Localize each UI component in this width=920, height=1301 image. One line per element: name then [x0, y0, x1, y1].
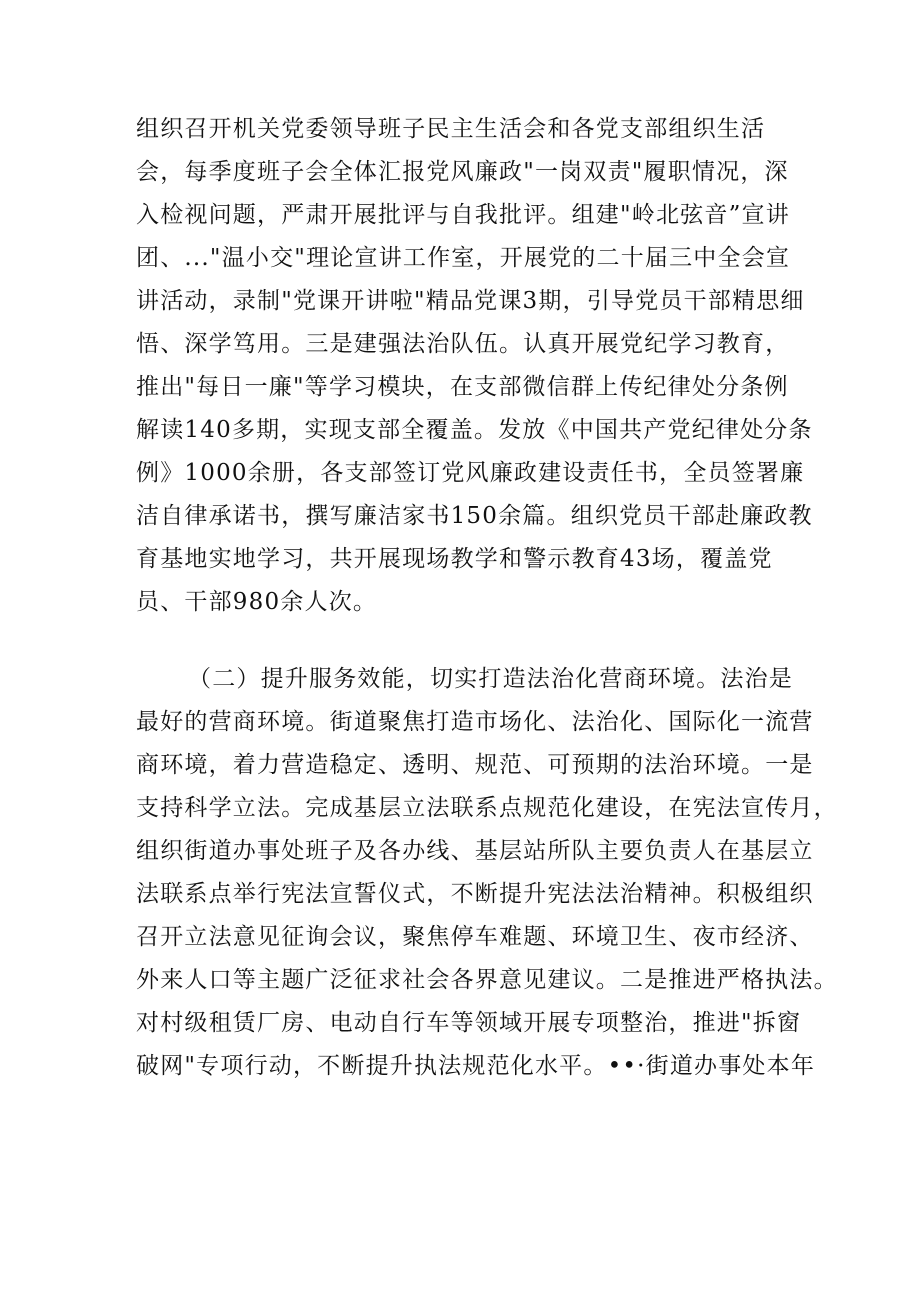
text-line: 组织街道办事处班子及各办线、基层站所队主要负责人在基层立 — [136, 838, 814, 864]
text-line: （二）提升服务效能，切实打造法治化营商环境。法治是 — [188, 666, 793, 692]
text-line: 育基地实地学习，共开展现场教学和警示教育43场，覆盖党 — [136, 546, 773, 572]
text-line: 推出"每日一廉"等学习模块，在支部微信群上传纪律处分条例 — [136, 374, 789, 400]
text-line: 法联系点举行宪法宣誓仪式，不断提升宪法法治精神。积极组织 — [136, 881, 814, 907]
text-line: 员、干部980余人次。 — [136, 589, 378, 615]
text-line: 悟、深学笃用。三是建强法治队伍。认真开展党纪学习教育， — [136, 331, 790, 357]
text-line: 商环境，着力营造稳定、透明、规范、可预期的法治环境。一是 — [136, 752, 814, 778]
text-line: 破网"专项行动，不断提升执法规范化水平。••·街道办事处本年 — [136, 1053, 816, 1079]
text-line: 支持科学立法。完成基层立法联系点规范化建设，在宪法宣传月， — [136, 795, 838, 821]
text-line: 外来人口等主题广泛征求社会各界意见建议。二是推进严格执法。 — [136, 967, 838, 993]
text-line: 召开立法意见征询会议，聚焦停车难题、环境卫生、夜市经济、 — [136, 924, 814, 950]
text-line: 会，每季度班子会全体汇报党风廉政"一岗双责"履职情况，深 — [136, 159, 789, 185]
text-line: 对村级租赁厂房、电动自行车等领域开展专项整治，推进"拆窗 — [136, 1010, 802, 1036]
text-line: 例》1000余册，各支部签订党风廉政建设责任书，全员签署廉 — [136, 460, 805, 486]
text-line: 入检视问题，严肃开展批评与自我批评。组建"岭北弦音”宣讲 — [136, 202, 790, 228]
text-line: 组织召开机关党委领导班子民主生活会和各党支部组织生活 — [136, 116, 766, 142]
text-line: 洁自律承诺书，撰写廉洁家书150余篇。组织党员干部赴廉政教 — [136, 503, 813, 529]
text-line: 团、..."温小交"理论宣讲工作室，开展党的二十届三中全会宣 — [136, 245, 791, 271]
text-line: 最好的营商环境。街道聚焦打造市场化、法治化、国际化一流营 — [136, 709, 814, 735]
text-line: 解读140多期，实现支部全覆盖。发放《中国共产党纪律处分条 — [136, 417, 813, 443]
text-line: 讲活动，录制"党课开讲啦"精品党课3期，引导党员干部精思细 — [136, 288, 805, 314]
